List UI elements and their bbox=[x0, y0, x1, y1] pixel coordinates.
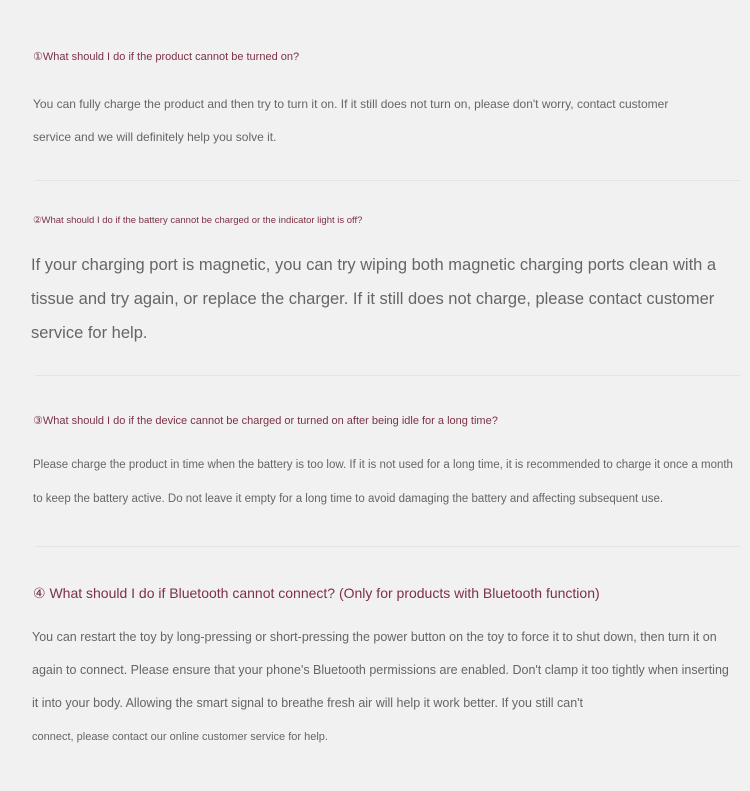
faq-answer-3: Please charge the product in time when the battery is too low. If it is not used for a long time, it is recommended to charge it once a month to keep the battery active. Do not leave it empty for a long time to avoid damaging the battery and affecting subsequent use. bbox=[33, 459, 733, 505]
faq-answer-4-last-line: connect, please contact our online customer service for help. bbox=[32, 731, 328, 743]
faq-answer-1: You can fully charge the product and then try to turn it on. If it still does not turn on, please don't worry, contact customer service and we will definitely help you solve it. bbox=[33, 97, 669, 144]
faq-answer-4-text: You can restart the toy by long-pressing or short-pressing the power button on the toy to force it to shut down, then turn it on again to connect. Please ensure that your phone's Bluetooth permissions are enabled. Don't clamp it too tightly when inserting it into your body. Allowing the smart signal to breathe fresh air will help it work better. If you still can't bbox=[32, 630, 729, 710]
faq-answer-2: If your charging port is magnetic, you can try wiping both magnetic charging ports clean with a tissue and try again, or replace the charger. If it still does not charge, please contact customer service for help. bbox=[31, 256, 717, 342]
faq-answer-4 bbox=[32, 621, 732, 754]
faq-question-1: ①What should I do if the product cannot be turned on? bbox=[33, 51, 300, 63]
faq-question-2: ②What should I do if the battery cannot be charged or the indicator light is off? bbox=[33, 215, 363, 226]
faq-question-3: ③What should I do if the device cannot be charged or turned on after being idle for a long time? bbox=[33, 415, 498, 427]
faq-question-4: ④ What should I do if Bluetooth cannot connect? (Only for products with Bluetooth function) bbox=[33, 585, 600, 601]
divider bbox=[35, 546, 740, 547]
divider bbox=[35, 180, 740, 181]
divider bbox=[35, 375, 740, 376]
